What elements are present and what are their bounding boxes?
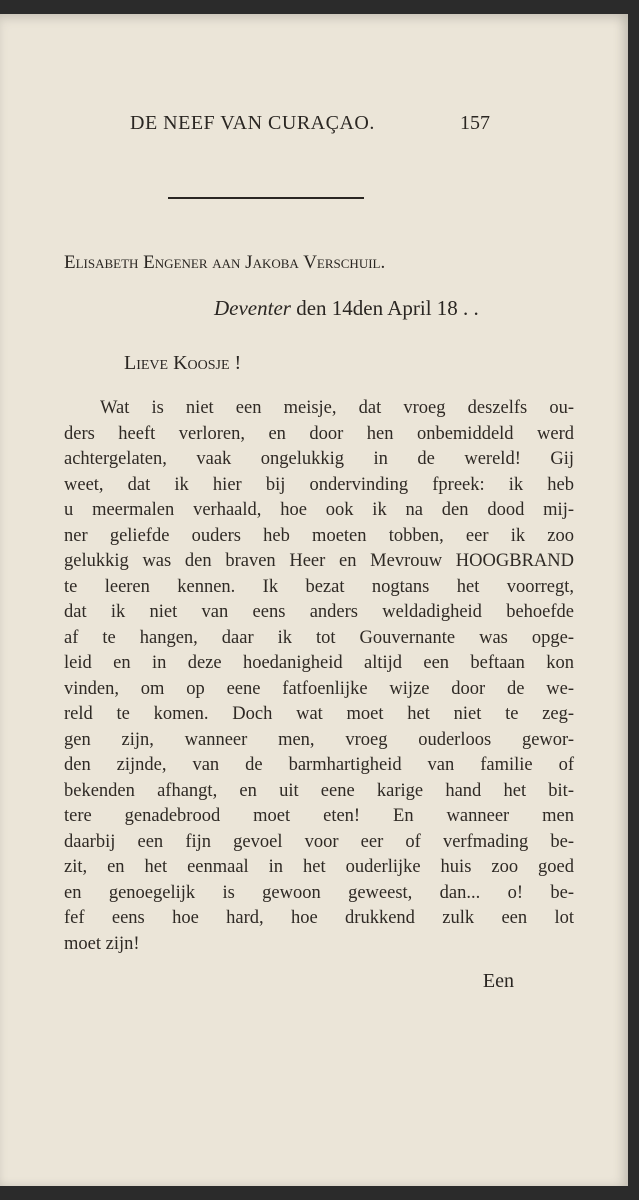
body-line: ders heeft verloren, en door hen onbemiddeld werd bbox=[64, 423, 574, 444]
section-divider bbox=[168, 197, 364, 199]
book-page bbox=[0, 14, 628, 1186]
body-line: achtergelaten, vaak ongelukkig in de wereld! Gij bbox=[64, 449, 574, 469]
greeting: Lieve Koosje ! bbox=[124, 352, 242, 374]
body-line: moet zijn! bbox=[64, 933, 140, 954]
body-line: reld te komen. Doch wat moet het niet te zeg- bbox=[64, 704, 574, 724]
body-line: en genoegelijk is gewoon geweest, dan... o! be- bbox=[64, 882, 574, 903]
page-number: 157 bbox=[460, 112, 490, 134]
body-line: Wat is niet een meisje, dat vroeg deszelfs ou- bbox=[100, 398, 574, 418]
dateline bbox=[214, 296, 594, 321]
body-line: tere genadebrood moet eten! En wanneer men bbox=[64, 806, 574, 826]
body-line: vinden, om op eene fatfoenlijke wijze door de we- bbox=[64, 678, 574, 699]
body-line: weet, dat ik hier bij ondervinding fpreek: ik heb bbox=[64, 474, 574, 495]
letter-heading: Elisabeth Engener aan Jakoba Verschuil. bbox=[64, 252, 386, 273]
body-line: gen zijn, wanneer men, vroeg ouderloos gewor- bbox=[64, 729, 574, 750]
body-line: bekenden afhangt, en uit eene karige hand het bit- bbox=[64, 780, 574, 801]
body-line: gelukkig was den braven Heer en Mevrouw HOOGBRAND bbox=[64, 551, 574, 571]
body-line: dat ik niet van eens anders weldadigheid behoefde bbox=[64, 602, 574, 622]
letter-body bbox=[64, 396, 574, 957]
running-title: DE NEEF VAN CURAÇAO. bbox=[130, 112, 375, 134]
dateline-date: den 14den April 18 . . bbox=[296, 296, 479, 320]
body-line: leid en in deze hoedanigheid altijd een beftaan kon bbox=[64, 653, 574, 673]
body-line: fef eens hoe hard, hoe drukkend zulk een lot bbox=[64, 908, 574, 928]
body-line: zit, en het eenmaal in het ouderlijke huis zoo goed bbox=[64, 857, 574, 877]
body-line: te leeren kennen. Ik bezat nogtans het voorregt, bbox=[64, 576, 574, 597]
page-header bbox=[130, 112, 490, 142]
body-line: af te hangen, daar ik tot Gouvernante was opge- bbox=[64, 627, 574, 648]
dateline-place: Deventer bbox=[214, 296, 291, 320]
body-line: den zijnde, van de barmhartigheid van familie of bbox=[64, 755, 574, 775]
catchword: Een bbox=[482, 970, 514, 992]
body-line: daarbij een fijn gevoel voor eer of verfmading be- bbox=[64, 831, 574, 852]
body-line: ner geliefde ouders heb moeten tobben, eer ik zoo bbox=[64, 525, 574, 546]
body-line: u meermalen verhaald, hoe ook ik na den dood mij- bbox=[64, 500, 574, 520]
